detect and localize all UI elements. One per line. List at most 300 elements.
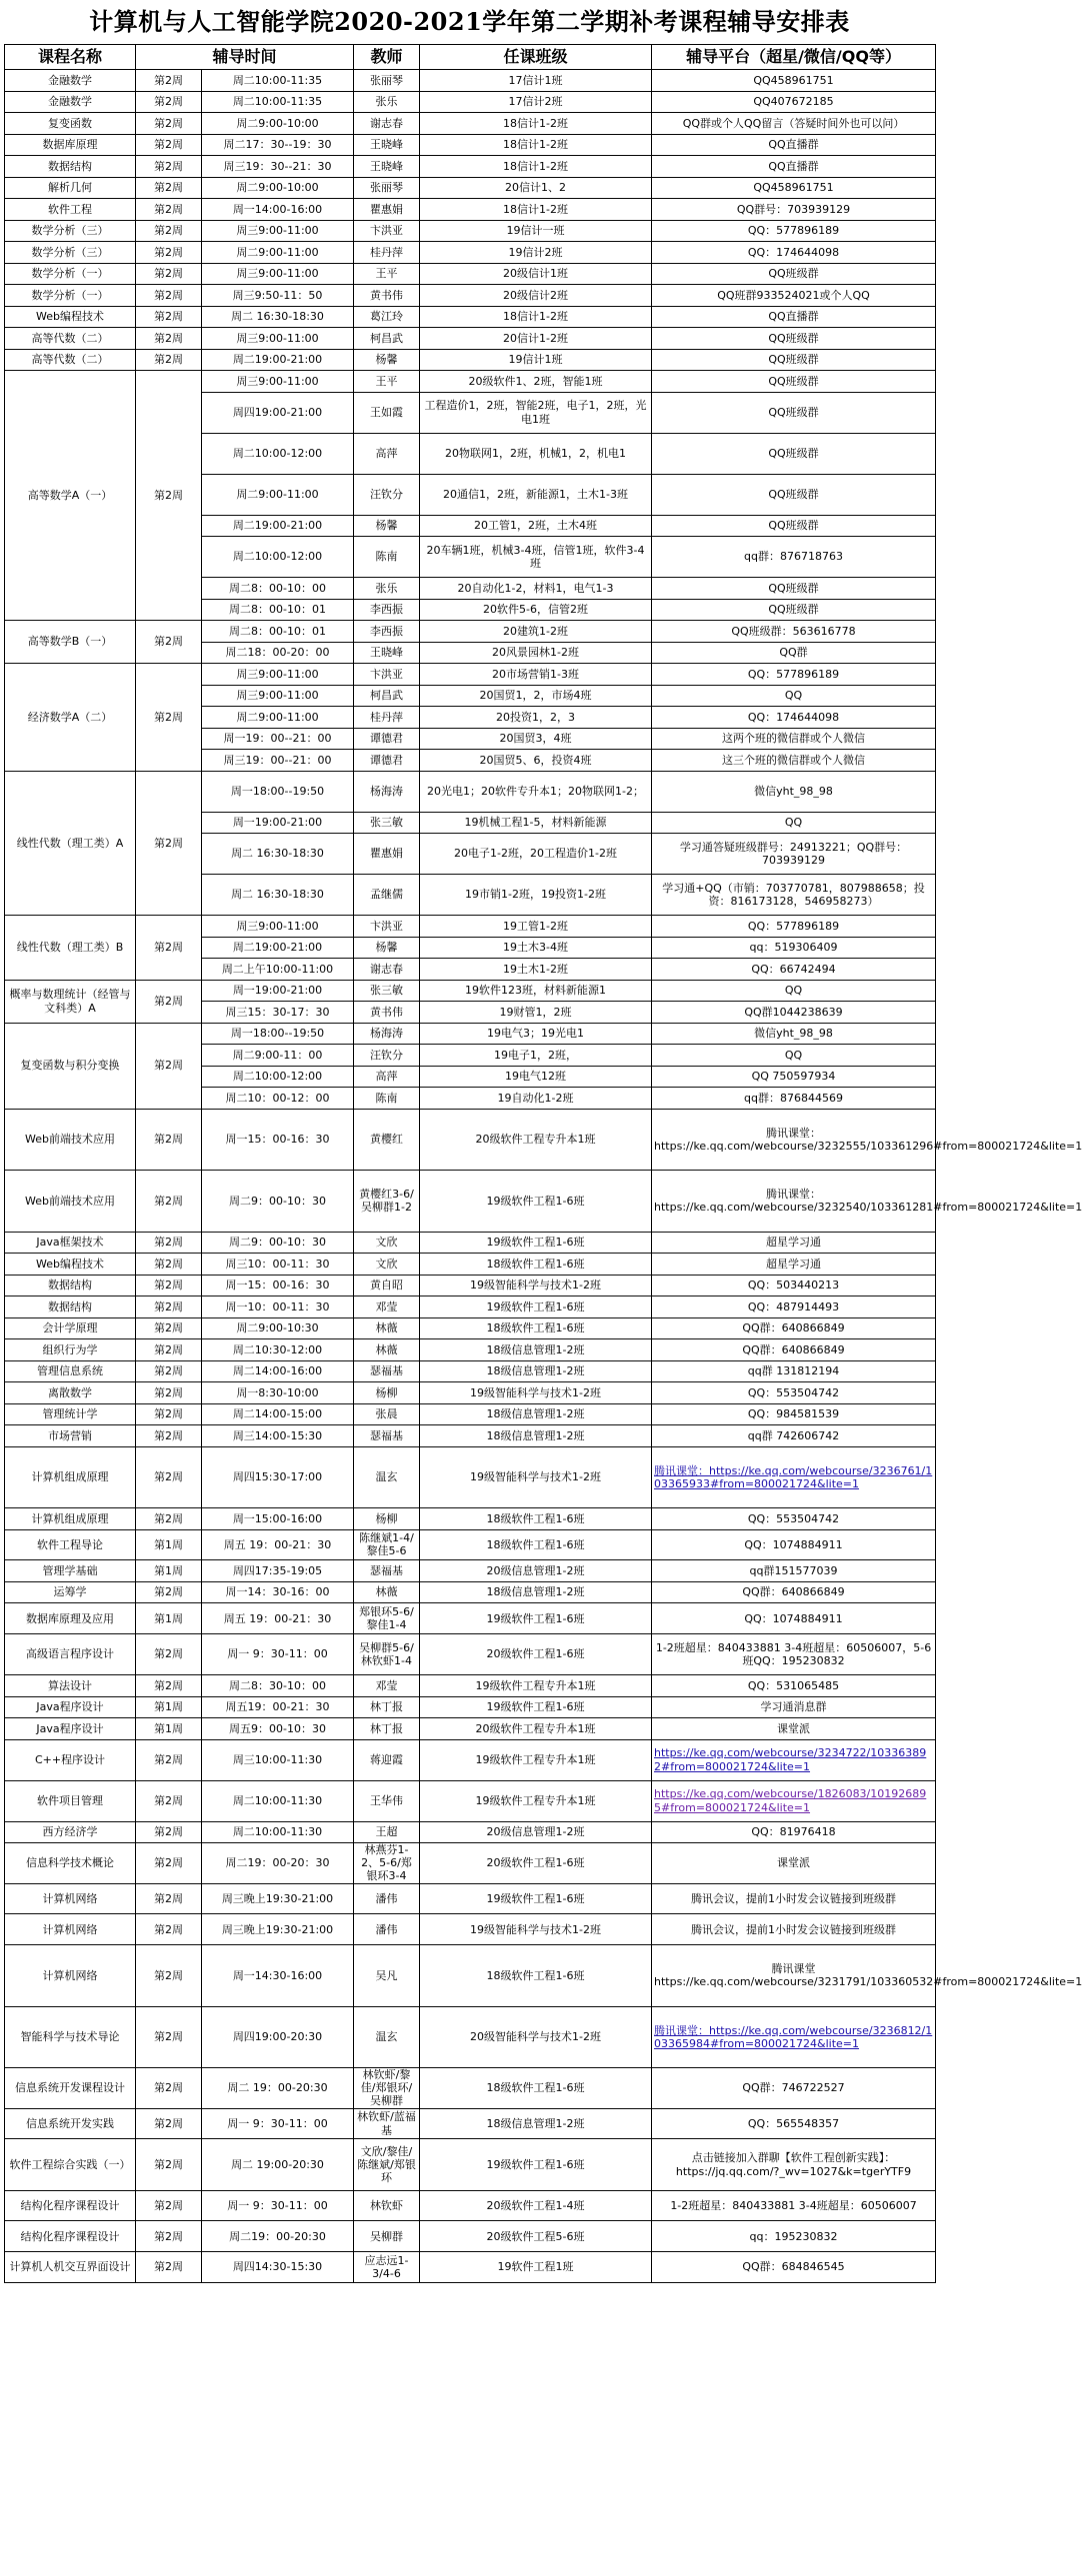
class-cell: 20投资1，2，3 [420, 707, 652, 729]
time-cell: 周二 16:30-18:30 [202, 306, 354, 328]
time-cell: 周二8：30-10：00 [202, 1675, 354, 1697]
table-row [5, 2139, 936, 2190]
class-cell: 19级软件工程1-6班 [420, 1883, 652, 1914]
table-row [5, 1254, 936, 1276]
course-name-cell: 数学分析（一） [5, 285, 136, 307]
platform-cell: QQ班级群 [652, 578, 936, 600]
teacher-cell: 瑟福基 [354, 1425, 420, 1447]
class-cell: 19级智能科学与技术1-2班 [420, 1382, 652, 1404]
platform-cell: QQ群：640866849 [652, 1317, 936, 1339]
teacher-cell: 卞洪亚 [354, 664, 420, 686]
time-cell: 周五9：00-10：30 [202, 1718, 354, 1740]
time-cell: 周一8:30-10:00 [202, 1382, 354, 1404]
time-cell: 周二14:00-16:00 [202, 1360, 354, 1382]
week-cell: 第2周 [136, 113, 202, 135]
table-row [5, 2108, 936, 2139]
time-cell: 周二9：00-10：30 [202, 1232, 354, 1254]
class-cell: 18级软件工程1-6班 [420, 1254, 652, 1276]
time-cell: 周二9:00-11:00 [202, 474, 354, 515]
course-name-cell: 线性代数（理工类）A [5, 771, 136, 916]
course-name-cell: 数据结构 [5, 156, 136, 178]
week-cell: 第2周 [136, 371, 202, 621]
week-cell: 第2周 [136, 306, 202, 328]
platform-cell: QQ班级群 [652, 474, 936, 515]
class-cell: 19土木1-2班 [420, 959, 652, 981]
table-row [5, 2190, 936, 2221]
teacher-cell: 杨馨 [354, 349, 420, 371]
week-cell: 第2周 [136, 1508, 202, 1530]
class-cell: 18级软件工程1-6班 [420, 1508, 652, 1530]
week-cell: 第2周 [136, 1109, 202, 1171]
table-row [5, 1739, 936, 1780]
time-cell: 周一14:30-16:00 [202, 1945, 354, 2007]
course-name-cell: 会计学原理 [5, 1317, 136, 1339]
platform-cell: QQ群号：703939129 [652, 199, 936, 221]
time-cell: 周二10:00-11:30 [202, 1821, 354, 1843]
course-name-cell: 高等代数（二） [5, 349, 136, 371]
week-cell: 第2周 [136, 1883, 202, 1914]
time-cell: 周二10:00-12:00 [202, 537, 354, 578]
table-row [5, 1675, 936, 1697]
class-cell: 18级信息管理1-2班 [420, 1581, 652, 1603]
teacher-cell: 张丽琴 [354, 177, 420, 199]
time-cell: 周四15:30-17:00 [202, 1446, 354, 1508]
time-cell: 周二9:00-11：00 [202, 1045, 354, 1067]
platform-cell: QQ：174644098 [652, 707, 936, 729]
platform-cell: QQ：577896189 [652, 664, 936, 686]
time-cell: 周二10：00-12：00 [202, 1088, 354, 1110]
teacher-cell: 瑟福基 [354, 1360, 420, 1382]
class-cell: 19级软件工程1-6班 [420, 1296, 652, 1318]
teacher-cell: 李西振 [354, 599, 420, 621]
platform-cell: QQ：577896189 [652, 916, 936, 938]
class-cell: 18信计1-2班 [420, 156, 652, 178]
week-cell: 第2周 [136, 1403, 202, 1425]
time-cell: 周二19:00-21:00 [202, 349, 354, 371]
table-row [5, 621, 936, 643]
platform-cell: QQ直播群 [652, 306, 936, 328]
week-cell: 第1周 [136, 1603, 202, 1634]
week-cell: 第2周 [136, 1581, 202, 1603]
week-cell: 第1周 [136, 1696, 202, 1718]
time-cell: 周三19：30--21：30 [202, 156, 354, 178]
table-row [5, 371, 936, 393]
platform-cell: QQ407672185 [652, 91, 936, 113]
table-row [5, 91, 936, 113]
teacher-cell: 谭德君 [354, 728, 420, 750]
week-cell: 第2周 [136, 328, 202, 350]
table-row [5, 242, 936, 264]
course-name-cell: 高等数学A（一） [5, 371, 136, 621]
time-cell: 周四19:00-21:00 [202, 392, 354, 433]
time-cell: 周一19:00-21:00 [202, 980, 354, 1002]
class-cell: 18级信息管理1-2班 [420, 1425, 652, 1447]
teacher-cell: 谢志春 [354, 959, 420, 981]
week-cell: 第2周 [136, 2190, 202, 2221]
week-cell: 第2周 [136, 1275, 202, 1296]
teacher-cell: 杨馨 [354, 937, 420, 959]
table-row [5, 2252, 936, 2283]
course-link[interactable]: https://ke.qq.com/webcourse/1826083/101926895#from=800021724&lite=1 [654, 1787, 927, 1814]
time-cell: 周二10:00-11:35 [202, 91, 354, 113]
table-row [5, 1339, 936, 1361]
time-cell: 周二17：30--19：30 [202, 134, 354, 156]
platform-cell: QQ群1044238639 [652, 1002, 936, 1024]
week-cell: 第2周 [136, 156, 202, 178]
week-cell: 第2周 [136, 1739, 202, 1780]
table-row [5, 1023, 936, 1045]
table-row [5, 2221, 936, 2252]
teacher-cell: 林钦虾/黎佳/郑银环/吴柳群 [354, 2068, 420, 2109]
class-cell: 20级软件工程专升本1班 [420, 1718, 652, 1740]
course-name-cell: 管理信息系统 [5, 1360, 136, 1382]
table-row [5, 1696, 936, 1718]
table-row [5, 1634, 936, 1675]
teacher-cell: 桂丹萍 [354, 242, 420, 264]
teacher-cell: 黄自昭 [354, 1275, 420, 1296]
time-cell: 周二19:00-21:00 [202, 515, 354, 537]
platform-cell: QQ：487914493 [652, 1296, 936, 1318]
course-link[interactable]: 腾讯课堂：https://ke.qq.com/webcourse/3236761/103365933#from=800021724&lite=1 [654, 1463, 933, 1490]
platform-cell: QQ：577896189 [652, 220, 936, 242]
class-cell: 20级软件工程1-6班 [420, 1634, 652, 1675]
table-row [5, 1296, 936, 1318]
platform-cell: QQ：553504742 [652, 1508, 936, 1530]
course-name-cell: 软件工程综合实践（一） [5, 2139, 136, 2190]
course-name-cell: 软件项目管理 [5, 1780, 136, 1821]
platform-cell: qq群 742606742 [652, 1425, 936, 1447]
header-row [5, 45, 936, 70]
table-row [5, 1232, 936, 1254]
week-cell: 第2周 [136, 1425, 202, 1447]
time-cell: 周一18:00--19:50 [202, 771, 354, 812]
week-cell: 第2周 [136, 177, 202, 199]
platform-cell: 这两个班的微信群或个人微信 [652, 728, 936, 750]
teacher-cell: 吴柳群5-6/林钦虾1-4 [354, 1634, 420, 1675]
time-cell: 周三9:00-11:00 [202, 220, 354, 242]
course-link[interactable]: https://ke.qq.com/webcourse/3234722/103363892#from=800021724&lite=1 [654, 1746, 927, 1773]
platform-cell: 微信yht_98_98 [652, 1023, 936, 1045]
course-name-cell: 软件工程导论 [5, 1529, 136, 1560]
time-cell: 周三9:00-11:00 [202, 916, 354, 938]
table-row [5, 1446, 936, 1508]
platform-cell: QQ：984581539 [652, 1403, 936, 1425]
table-row [5, 1581, 936, 1603]
class-cell: 20级软件工程5-6班 [420, 2221, 652, 2252]
course-name-cell: 智能科学与技术导论 [5, 2006, 136, 2068]
week-cell: 第2周 [136, 1023, 202, 1109]
table-row [5, 664, 936, 686]
teacher-cell: 张三敏 [354, 980, 420, 1002]
course-name-cell: 金融数学 [5, 91, 136, 113]
class-cell: 20风景园林1-2班 [420, 642, 652, 664]
time-cell: 周一18:00--19:50 [202, 1023, 354, 1045]
class-cell: 20建筑1-2班 [420, 621, 652, 643]
platform-cell: QQ班级群 [652, 371, 936, 393]
week-cell: 第2周 [136, 2108, 202, 2139]
table-row [5, 916, 936, 938]
time-cell: 周二10:00-11:35 [202, 70, 354, 92]
class-cell: 20物联网1，2班，机械1，2，机电1 [420, 433, 652, 474]
week-cell: 第2周 [136, 1317, 202, 1339]
table-row [5, 1508, 936, 1530]
teacher-cell: 邓莹 [354, 1296, 420, 1318]
platform-cell: 学习通答疑班级群号：24913221；QQ群号：703939129 [652, 834, 936, 875]
week-cell: 第2周 [136, 1254, 202, 1276]
class-cell: 19软件工程1班 [420, 2252, 652, 2283]
time-cell: 周二14:00-15:00 [202, 1403, 354, 1425]
week-cell: 第2周 [136, 349, 202, 371]
teacher-cell: 黄樱红3-6/吴柳群1-2 [354, 1171, 420, 1233]
week-cell: 第2周 [136, 2252, 202, 2283]
class-cell: 20级软件1、2班，智能1班 [420, 371, 652, 393]
table-row [5, 2006, 936, 2068]
class-cell: 20工管1，2班，土木4班 [420, 515, 652, 537]
table-row [5, 1360, 936, 1382]
teacher-cell: 葛江玲 [354, 306, 420, 328]
class-cell: 19级智能科学与技术1-2班 [420, 1446, 652, 1508]
week-cell: 第2周 [136, 199, 202, 221]
platform-cell: QQ：503440213 [652, 1275, 936, 1296]
teacher-cell: 李西振 [354, 621, 420, 643]
table-row [5, 285, 936, 307]
table-row [5, 1914, 936, 1945]
time-cell: 周三10:00-11:30 [202, 1739, 354, 1780]
table-row [5, 263, 936, 285]
platform-cell: 点击链接加入群聊【软件工程创新实践】：https://jq.qq.com/?_wv=1027&k=tgerYTF9 [652, 2139, 936, 2190]
table-row [5, 1425, 936, 1447]
class-cell: 18信计1-2班 [420, 113, 652, 135]
course-name-cell: 复变函数 [5, 113, 136, 135]
platform-cell: QQ群：640866849 [652, 1339, 936, 1361]
course-name-cell: Java程序设计 [5, 1718, 136, 1740]
class-cell: 19财管1，2班 [420, 1002, 652, 1024]
week-cell: 第2周 [136, 1843, 202, 1884]
course-link[interactable]: 腾讯课堂：https://ke.qq.com/webcourse/3236812/103365984#from=800021724&lite=1 [654, 2023, 933, 2050]
teacher-cell: 邓莹 [354, 1675, 420, 1697]
teacher-cell: 高萍 [354, 1066, 420, 1088]
time-cell: 周二上午10:00-11:00 [202, 959, 354, 981]
teacher-cell: 卞洪亚 [354, 916, 420, 938]
time-cell: 周三9:50-11：50 [202, 285, 354, 307]
teacher-cell: 柯昌武 [354, 685, 420, 707]
class-cell: 20信计1、2 [420, 177, 652, 199]
week-cell: 第2周 [136, 1634, 202, 1675]
table-row [5, 1275, 936, 1296]
class-cell: 18级信息管理1-2班 [420, 1360, 652, 1382]
table-row [5, 1603, 936, 1634]
table-row [5, 980, 936, 1002]
course-name-cell: 经济数学A（二） [5, 664, 136, 772]
course-name-cell: 管理统计学 [5, 1403, 136, 1425]
course-name-cell: 管理学基础 [5, 1560, 136, 1582]
table-row [5, 1945, 936, 2007]
platform-cell: QQ群 [652, 642, 936, 664]
teacher-cell: 瞿惠娟 [354, 834, 420, 875]
class-cell: 19级软件工程专升本1班 [420, 1739, 652, 1780]
platform-cell: 腾讯课堂https://ke.qq.com/webcourse/3231791/103360532#from=800021724&lite=1 [652, 1945, 936, 2007]
time-cell: 周三9:00-11:00 [202, 263, 354, 285]
class-cell: 19软件123班，材料新能源1 [420, 980, 652, 1002]
teacher-cell: 文欣 [354, 1254, 420, 1276]
platform-cell: QQ群：746722527 [652, 2068, 936, 2109]
teacher-cell: 杨海涛 [354, 771, 420, 812]
teacher-cell: 汪钦分 [354, 1045, 420, 1067]
teacher-cell: 王晓峰 [354, 134, 420, 156]
week-cell: 第2周 [136, 2139, 202, 2190]
time-cell: 周二9：00-10：30 [202, 1171, 354, 1233]
platform-cell: QQ [652, 1045, 936, 1067]
course-name-cell: 高等代数（二） [5, 328, 136, 350]
platform-cell: QQ：66742494 [652, 959, 936, 981]
header-course: 课程名称 [5, 45, 136, 70]
week-cell: 第2周 [136, 285, 202, 307]
teacher-cell: 吴柳群 [354, 2221, 420, 2252]
table-row [5, 306, 936, 328]
week-cell: 第2周 [136, 1446, 202, 1508]
week-cell: 第1周 [136, 1718, 202, 1740]
platform-cell: 超星学习通 [652, 1232, 936, 1254]
table-row [5, 1529, 936, 1560]
time-cell: 周三晚上19:30-21:00 [202, 1883, 354, 1914]
class-cell: 19信计1班 [420, 349, 652, 371]
course-name-cell: 运筹学 [5, 1581, 136, 1603]
time-cell: 周三9:00-11:00 [202, 328, 354, 350]
class-cell: 18级软件工程1-6班 [420, 2068, 652, 2109]
platform-cell: QQ：565548357 [652, 2108, 936, 2139]
week-cell: 第2周 [136, 980, 202, 1023]
class-cell: 20光电1；20软件专升本1；20物联网1-2； [420, 771, 652, 812]
class-cell: 19电气3；19光电1 [420, 1023, 652, 1045]
time-cell: 周三9:00-11:00 [202, 685, 354, 707]
week-cell: 第1周 [136, 1560, 202, 1582]
time-cell: 周二 19：00-20:30 [202, 2068, 354, 2109]
time-cell: 周四17:35-19:05 [202, 1560, 354, 1582]
week-cell: 第1周 [136, 1529, 202, 1560]
teacher-cell: 温玄 [354, 1446, 420, 1508]
class-cell: 20通信1，2班，新能源1，土木1-3班 [420, 474, 652, 515]
teacher-cell: 王平 [354, 371, 420, 393]
course-name-cell: 信息系统开发课程设计 [5, 2068, 136, 2109]
platform-cell: 学习通消息群 [652, 1696, 936, 1718]
platform-cell: QQ班级群 [652, 392, 936, 433]
teacher-cell: 瑟福基 [354, 1560, 420, 1582]
time-cell: 周一14：30-16：00 [202, 1581, 354, 1603]
week-cell: 第2周 [136, 70, 202, 92]
time-cell: 周一10：00-11：30 [202, 1296, 354, 1318]
class-cell: 18级软件工程1-6班 [420, 1529, 652, 1560]
platform-cell: qq：195230832 [652, 2221, 936, 2252]
table-row [5, 1317, 936, 1339]
course-name-cell: 计算机组成原理 [5, 1446, 136, 1508]
teacher-cell: 杨柳 [354, 1382, 420, 1404]
week-cell: 第2周 [136, 1171, 202, 1233]
class-cell: 19级智能科学与技术1-2班 [420, 1914, 652, 1945]
course-name-cell: 线性代数（理工类）B [5, 916, 136, 981]
time-cell: 周五 19：00-21：30 [202, 1529, 354, 1560]
teacher-cell: 郑银环5-6/黎佳1-4 [354, 1603, 420, 1634]
platform-cell: QQ：1074884911 [652, 1603, 936, 1634]
platform-cell: QQ [652, 980, 936, 1002]
table-row [5, 1780, 936, 1821]
teacher-cell: 林钦虾 [354, 2190, 420, 2221]
week-cell: 第2周 [136, 1945, 202, 2007]
time-cell: 周一15:00-16:00 [202, 1508, 354, 1530]
time-cell: 周二9:00-10:00 [202, 113, 354, 135]
time-cell: 周二8：00-10：01 [202, 599, 354, 621]
class-cell: 18级信息管理1-2班 [420, 2108, 652, 2139]
platform-cell: QQ群或个人QQ留言（答疑时间外也可以问） [652, 113, 936, 135]
platform-cell: qq群：876844569 [652, 1088, 936, 1110]
class-cell: 20级软件工程1-4班 [420, 2190, 652, 2221]
week-cell: 第2周 [136, 2221, 202, 2252]
teacher-cell: 张乐 [354, 91, 420, 113]
teacher-cell: 张晨 [354, 1403, 420, 1425]
teacher-cell: 陈南 [354, 537, 420, 578]
class-cell: 19工管1-2班 [420, 916, 652, 938]
teacher-cell: 王晓峰 [354, 156, 420, 178]
platform-cell: QQ [652, 812, 936, 834]
week-cell: 第2周 [136, 1296, 202, 1318]
table-row [5, 1403, 936, 1425]
teacher-cell: 王如霞 [354, 392, 420, 433]
week-cell: 第2周 [136, 263, 202, 285]
teacher-cell: 高萍 [354, 433, 420, 474]
teacher-cell: 陈南 [354, 1088, 420, 1110]
platform-cell [652, 1780, 936, 1821]
class-cell: 17信计1班 [420, 70, 652, 92]
course-name-cell: 概率与数理统计（经管与文科类）A [5, 980, 136, 1023]
class-cell: 20市场营销1-3班 [420, 664, 652, 686]
time-cell: 周一19:00-21:00 [202, 812, 354, 834]
course-name-cell: Web前端技术应用 [5, 1109, 136, 1171]
platform-cell: QQ直播群 [652, 134, 936, 156]
teacher-cell: 柯昌武 [354, 328, 420, 350]
teacher-cell: 应志远1-3/4-6 [354, 2252, 420, 2283]
week-cell: 第2周 [136, 91, 202, 113]
course-name-cell: 信息系统开发实践 [5, 2108, 136, 2139]
time-cell: 周二8：00-10：01 [202, 621, 354, 643]
teacher-cell: 林薇 [354, 1317, 420, 1339]
table-row [5, 199, 936, 221]
course-name-cell: 数学分析（三） [5, 242, 136, 264]
table-row [5, 177, 936, 199]
class-cell: 19级软件工程1-6班 [420, 1171, 652, 1233]
class-cell: 20国贸1，2，市场4班 [420, 685, 652, 707]
week-cell: 第2周 [136, 134, 202, 156]
class-cell: 19自动化1-2班 [420, 1088, 652, 1110]
teacher-cell: 温玄 [354, 2006, 420, 2068]
class-cell: 17信计2班 [420, 91, 652, 113]
header-class: 任课班级 [420, 45, 652, 70]
class-cell: 19级软件工程专升本1班 [420, 1675, 652, 1697]
time-cell: 周二9:00-11:00 [202, 242, 354, 264]
week-cell: 第2周 [136, 916, 202, 981]
platform-cell: qq：519306409 [652, 937, 936, 959]
table-row [5, 349, 936, 371]
platform-cell: 学习通+QQ（市销：703770781，807988658；投资：816173128，546958273） [652, 875, 936, 916]
time-cell: 周二8：00-10：00 [202, 578, 354, 600]
header-platform: 辅导平台（超星/微信/QQ等） [652, 45, 936, 70]
week-cell: 第2周 [136, 771, 202, 916]
platform-cell: QQ班级群 [652, 349, 936, 371]
teacher-cell: 文欣/黎佳/陈继斌/郑银环 [354, 2139, 420, 2190]
teacher-cell: 张乐 [354, 578, 420, 600]
week-cell: 第2周 [136, 621, 202, 664]
course-name-cell: Java框架技术 [5, 1232, 136, 1254]
platform-cell: 腾讯课堂：https://ke.qq.com/webcourse/3232540/103361281#from=800021724&lite=1 [652, 1171, 936, 1233]
teacher-cell: 杨馨 [354, 515, 420, 537]
